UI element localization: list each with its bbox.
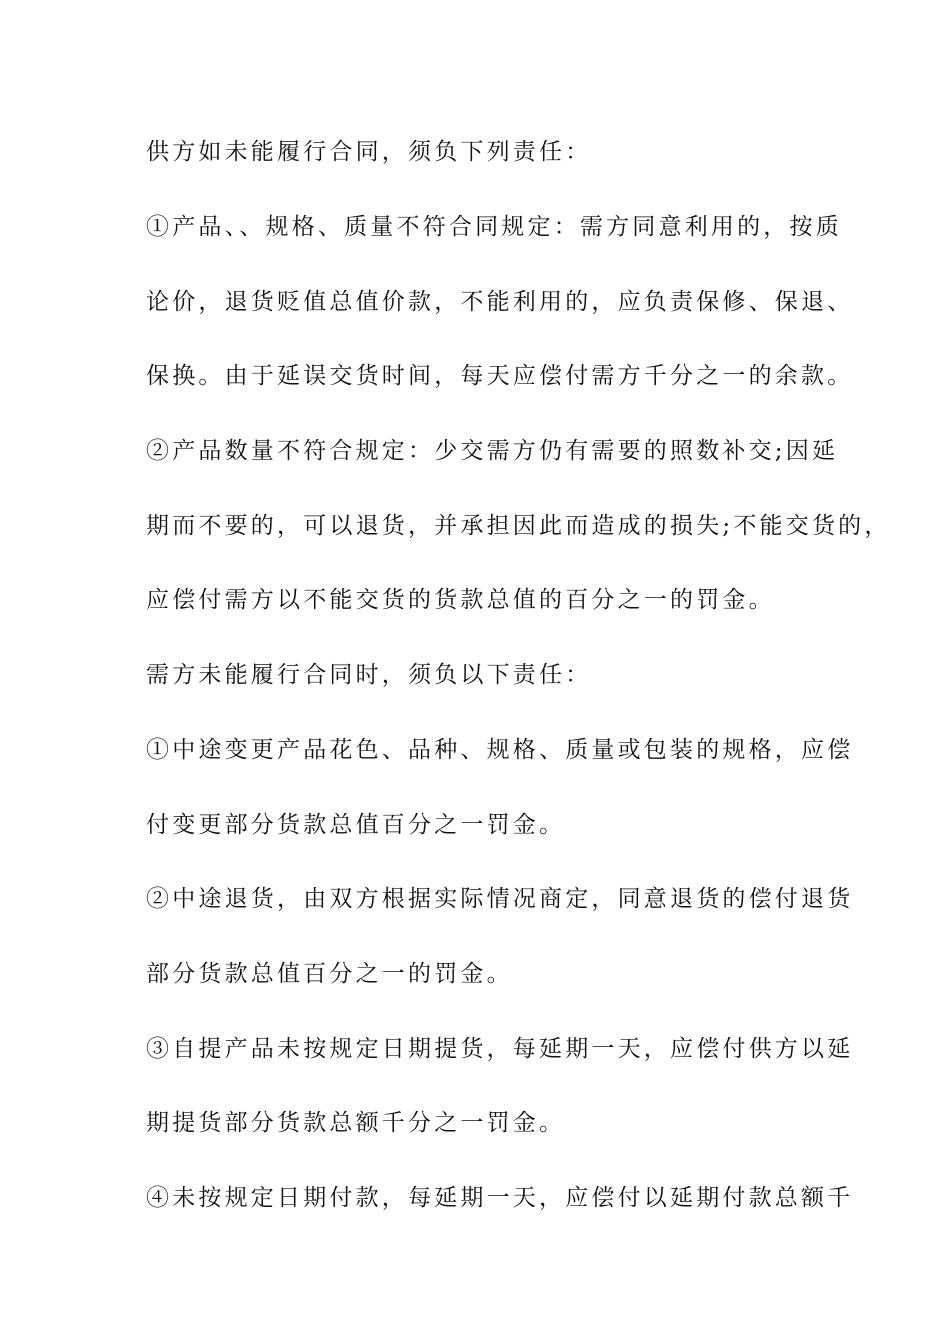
text-line: ②产品数量不符合规定：少交需方仍有需要的照数补交;因延 bbox=[146, 438, 839, 464]
text-line: 保换。由于延误交货时间，每天应偿付需方千分之一的余款。 bbox=[146, 363, 854, 389]
text-line: 应偿付需方以不能交货的货款总值的百分之一的罚金。 bbox=[146, 587, 775, 613]
text-line: ③自提产品未按规定日期提货，每延期一天，应偿付供方以延 bbox=[146, 1036, 854, 1062]
text-line: ②中途退货，由双方根据实际情况商定，同意退货的偿付退货 bbox=[146, 886, 854, 912]
text-line: 付变更部分货款总值百分之一罚金。 bbox=[146, 812, 566, 838]
text-line: ①产品、、规格、质量不符合同规定：需方同意利用的，按质 bbox=[146, 214, 842, 240]
text-line: 期而不要的，可以退货，并承担因此而造成的损失;不能交货的， bbox=[146, 513, 891, 539]
text-line: ④未按规定日期付款，每延期一天，应偿付以延期付款总额千 bbox=[146, 1185, 854, 1211]
text-line: 期提货部分货款总额千分之一罚金。 bbox=[146, 1110, 566, 1136]
text-line: ①中途变更产品花色、品种、规格、质量或包装的规格，应偿 bbox=[146, 737, 854, 763]
text-line: 论价，退货贬值总值价款，不能利用的，应负责保修、保退、 bbox=[146, 289, 854, 315]
text-line-supplier-heading: 供方如未能履行合同，须负下列责任： bbox=[146, 139, 592, 165]
text-line-buyer-heading: 需方未能履行合同时，须负以下责任： bbox=[146, 662, 592, 688]
text-line: 部分货款总值百分之一的罚金。 bbox=[146, 961, 513, 987]
